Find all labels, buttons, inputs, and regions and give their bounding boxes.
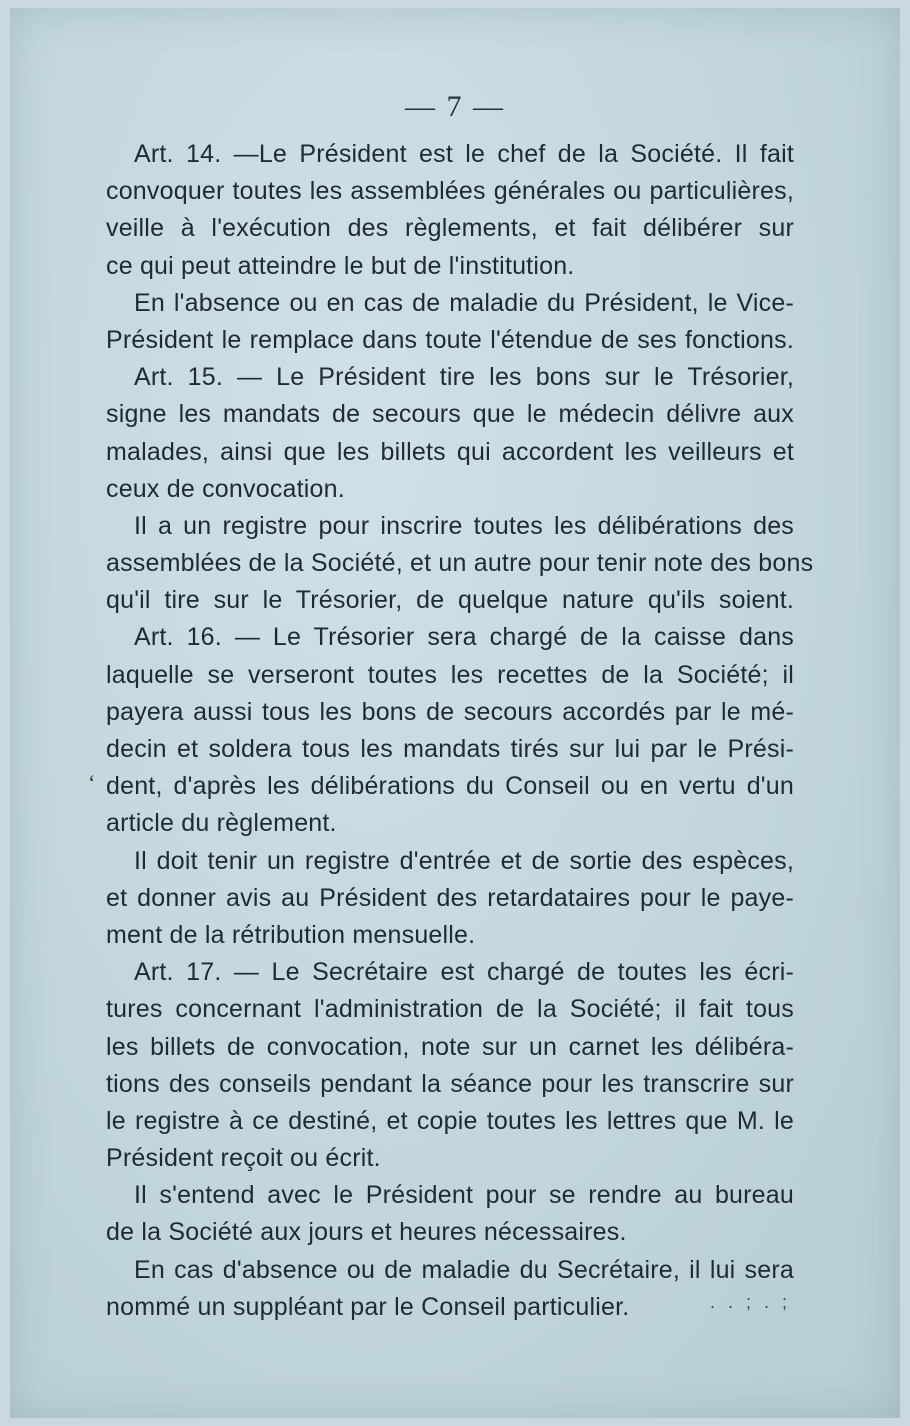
text-line: ce qui peut atteindre le but de l'institution. (106, 251, 575, 280)
text-line: decin et soldera tous les mandats tirés sur lui par le Prési- (106, 735, 794, 763)
margin-mark: ʻ (88, 770, 96, 795)
text-line: convoquer toutes les assemblées générales ou particulières, (106, 177, 794, 206)
text-line: laquelle se verseront toutes les recettes de la Société; il (106, 660, 794, 689)
text-line: tions des conseils pendant la séance pour les transcrire sur (106, 1069, 794, 1098)
text-line: Président reçoit ou écrit. (106, 1144, 381, 1173)
text-line: Art. 15. — Le Président tire les bons sur le Trésorier, (134, 363, 794, 392)
text-line: Il doit tenir un registre d'entrée et de sortie des espèces, (134, 846, 794, 875)
text-line: Il s'entend avec le Président pour se rendre au bureau (134, 1181, 794, 1210)
text-line: Il a un registre pour inscrire toutes les délibérations des (134, 511, 794, 540)
text-line: Art. 14. —Le Président est le chef de la Société. Il fait (134, 140, 794, 168)
text-line: payera aussi tous les bons de secours accordés par le mé- (106, 697, 794, 726)
book-page (10, 8, 900, 1418)
text-line: le registre à ce destiné, et copie toutes les lettres que M. le (106, 1106, 794, 1135)
text-line: dent, d'après les délibérations du Conseil ou en vertu d'un (106, 772, 794, 801)
text-line: nommé un suppléant par le Conseil particulier. (106, 1292, 630, 1321)
page-number: — 7 — (405, 90, 505, 123)
text-line: ment de la rétribution mensuelle. (106, 920, 476, 949)
text-line: qu'il tire sur le Trésorier, de quelque nature qu'ils soient. (106, 586, 794, 615)
text-line: signe les mandats de secours que le médecin délivre aux (106, 400, 794, 429)
text-line: les billets de convocation, note sur un carnet les délibéra- (106, 1032, 794, 1061)
text-line: En l'absence ou en cas de maladie du Président, le Vice- (134, 288, 794, 317)
body-text (106, 136, 814, 1326)
text-line: Président le remplace dans toute l'étendue de ses fonctions. (106, 325, 794, 354)
text-line: Art. 16. — Le Trésorier sera chargé de la caisse dans (134, 623, 794, 652)
text-line: En cas d'absence ou de maladie du Secrétaire, il lui sera (134, 1255, 794, 1284)
text-line: tures concernant l'administration de la Société; il fait tous (106, 995, 794, 1024)
text-line: malades, ainsi que les billets qui accordent les veilleurs et (106, 437, 794, 466)
text-line: Art. 17. — Le Secrétaire est chargé de toutes les écri- (134, 958, 794, 987)
text-line: ceux de convocation. (106, 474, 345, 503)
text-line: veille à l'exécution des règlements, et fait délibérer sur (106, 214, 794, 243)
text-line: article du règlement. (106, 809, 337, 838)
text-line: et donner avis au Président des retardataires pour le paye- (106, 883, 794, 912)
text-line: de la Société aux jours et heures nécessaires. (106, 1218, 627, 1247)
text-line: assemblées de la Société, et un autre pour tenir note des bons (106, 549, 814, 578)
trailing-dots: . . ; . ; (710, 1292, 792, 1312)
